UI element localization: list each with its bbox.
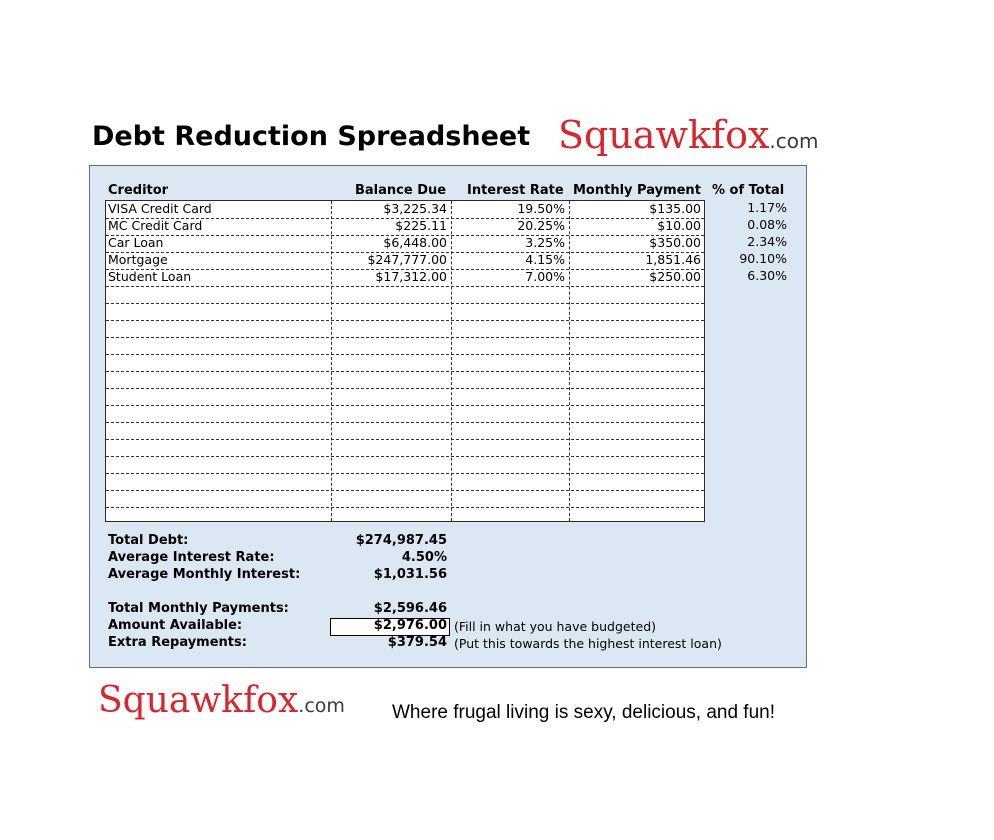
amount-available-note: (Fill in what you have budgeted) bbox=[454, 619, 657, 634]
brand-suffix: .com bbox=[298, 695, 345, 717]
cell-payment[interactable]: $135.00 bbox=[649, 201, 701, 216]
total-payments-label: Total Monthly Payments: bbox=[108, 601, 289, 616]
cell-balance[interactable]: $247,777.00 bbox=[367, 252, 447, 267]
cell-rate[interactable]: 4.15% bbox=[525, 252, 565, 267]
average-rate-value: 4.50% bbox=[401, 550, 447, 565]
cell-creditor[interactable]: Mortgage bbox=[108, 252, 168, 267]
cell-rate[interactable]: 7.00% bbox=[525, 269, 565, 284]
row-divider bbox=[106, 422, 704, 423]
row-divider bbox=[106, 371, 704, 372]
total-debt-label: Total Debt: bbox=[108, 533, 189, 548]
header-interest-rate: Interest Rate bbox=[467, 183, 564, 198]
row-divider bbox=[106, 405, 704, 406]
brand-name-part2: fox bbox=[711, 113, 770, 157]
cell-creditor[interactable]: VISA Credit Card bbox=[108, 201, 212, 216]
row-divider bbox=[106, 337, 704, 338]
cell-creditor[interactable]: MC Credit Card bbox=[108, 218, 203, 233]
cell-percent: 0.08% bbox=[747, 217, 787, 232]
brand-name-part1: Squawk bbox=[98, 680, 243, 721]
brand-name-part1: Squawk bbox=[558, 113, 712, 157]
cell-payment[interactable]: 1,851.46 bbox=[645, 252, 701, 267]
extra-repayments-value: $379.54 bbox=[387, 635, 447, 650]
row-divider bbox=[106, 320, 704, 321]
cell-rate[interactable]: 3.25% bbox=[525, 235, 565, 250]
cell-payment[interactable]: $10.00 bbox=[657, 218, 701, 233]
brand-suffix: .com bbox=[769, 129, 819, 153]
row-divider bbox=[106, 303, 704, 304]
cell-balance[interactable]: $225.11 bbox=[395, 218, 447, 233]
page-title: Debt Reduction Spreadsheet bbox=[92, 121, 531, 152]
average-rate-label: Average Interest Rate: bbox=[108, 550, 275, 565]
average-interest-label: Average Monthly Interest: bbox=[108, 567, 301, 582]
brand-logo-top bbox=[558, 110, 819, 166]
brand-name-part2: fox bbox=[242, 680, 299, 721]
total-payments-value: $2,596.46 bbox=[373, 601, 447, 616]
row-divider bbox=[106, 286, 704, 287]
header-balance-due: Balance Due bbox=[355, 183, 447, 198]
cell-payment[interactable]: $250.00 bbox=[649, 269, 701, 284]
cell-percent: 6.30% bbox=[747, 268, 787, 283]
amount-available-value[interactable]: $2,976.00 bbox=[373, 618, 447, 633]
cell-creditor[interactable]: Car Loan bbox=[108, 235, 164, 250]
row-divider bbox=[106, 388, 704, 389]
row-divider bbox=[106, 354, 704, 355]
cell-creditor[interactable]: Student Loan bbox=[108, 269, 192, 284]
cell-payment[interactable]: $350.00 bbox=[649, 235, 701, 250]
cell-rate[interactable]: 20.25% bbox=[517, 218, 565, 233]
cell-balance[interactable]: $6,448.00 bbox=[383, 235, 447, 250]
brand-logo-bottom bbox=[98, 677, 345, 730]
cell-balance[interactable]: $3,225.34 bbox=[383, 201, 447, 216]
cell-rate[interactable]: 19.50% bbox=[517, 201, 565, 216]
total-debt-value: $274,987.45 bbox=[355, 533, 447, 548]
row-divider bbox=[106, 490, 704, 491]
cell-balance[interactable]: $17,312.00 bbox=[375, 269, 447, 284]
average-interest-value: $1,031.56 bbox=[373, 567, 447, 582]
cell-percent: 90.10% bbox=[739, 251, 787, 266]
cell-percent: 2.34% bbox=[747, 234, 787, 249]
tagline: Where frugal living is sexy, delicious, and fun! bbox=[392, 702, 775, 723]
header-creditor: Creditor bbox=[108, 183, 169, 198]
cell-percent: 1.17% bbox=[747, 200, 787, 215]
header-monthly-payment: Monthly Payment bbox=[573, 183, 701, 198]
row-divider bbox=[106, 439, 704, 440]
extra-repayments-label: Extra Repayments: bbox=[108, 635, 247, 650]
header-percent-of-total: % of Total bbox=[712, 183, 785, 198]
row-divider bbox=[106, 456, 704, 457]
row-divider bbox=[106, 473, 704, 474]
amount-available-label: Amount Available: bbox=[108, 618, 243, 633]
extra-repayments-note: (Put this towards the highest interest loan) bbox=[454, 636, 722, 651]
row-divider bbox=[106, 507, 704, 508]
